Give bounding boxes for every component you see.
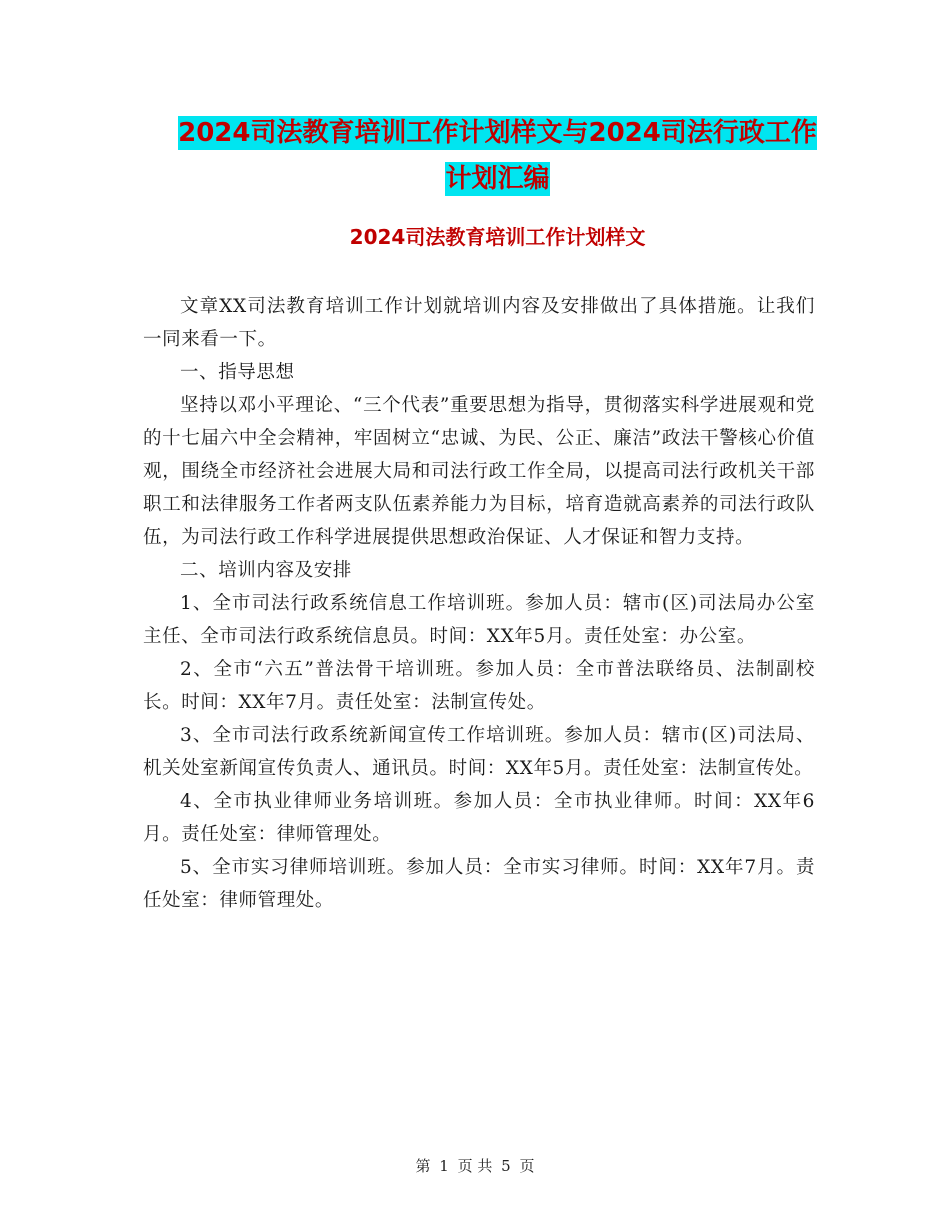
- footer-prefix: 第: [415, 1157, 431, 1175]
- heading-training-content: 二、培训内容及安排: [180, 560, 352, 581]
- footer-suffix: 页: [519, 1157, 535, 1175]
- page-footer: [0, 1155, 950, 1176]
- paragraph: 坚持以邓小平理论、“三个代表”重要思想为指导，贯彻落实科学进展观和党的十七届六中全会精神，牢固树立“忠诚、为民、公正、廉洁”政法干警核心价值观，围绕全市经济社会进展大局和司法行政工作全局，以提高司法行政机关干部职工和法律服务工作者两支队伍素养能力为目标，培育造就高素养的司法行政队伍，为司法行政工作科学进展提供思想政治保证、人才保证和智力支持。: [143, 395, 815, 548]
- list-item: 2、全市“六五”普法骨干培训班。参加人员：全市普法联络员、法制副校长。时间：XX年7月。责任处室：法制宣传处。: [143, 659, 815, 713]
- document-title: [140, 110, 855, 202]
- document-body: [143, 290, 815, 917]
- title-line-2: 计划汇编: [445, 164, 550, 194]
- list-item: 4、全市执业律师业务培训班。参加人员：全市执业律师。时间：XX年6月。责任处室：律师管理处。: [143, 791, 815, 845]
- list-item: 1、全市司法行政系统信息工作培训班。参加人员：辖市(区)司法局办公室主任、全市司法行政系统信息员。时间：XX年5月。责任处室：办公室。: [143, 593, 815, 647]
- section-title: 2024司法教育培训工作计划样文: [349, 225, 646, 249]
- paragraph: 文章XX司法教育培训工作计划就培训内容及安排做出了具体措施。让我们一同来看一下。: [143, 296, 815, 350]
- list-item: 5、全市实习律师培训班。参加人员：全市实习律师。时间：XX年7月。责任处室：律师管理处。: [143, 857, 815, 911]
- title-line-1: 2024司法教育培训工作计划样文与2024司法行政工作: [178, 118, 817, 148]
- footer-mid: 页 共: [457, 1157, 493, 1175]
- page-number: 1: [439, 1157, 449, 1175]
- heading-guiding-thought: 一、指导思想: [180, 362, 295, 383]
- page-total: 5: [501, 1157, 511, 1175]
- list-item: 3、全市司法行政系统新闻宣传工作培训班。参加人员：辖市(区)司法局、机关处室新闻宣传负责人、通讯员。时间：XX年5月。责任处室：法制宣传处。: [143, 725, 815, 779]
